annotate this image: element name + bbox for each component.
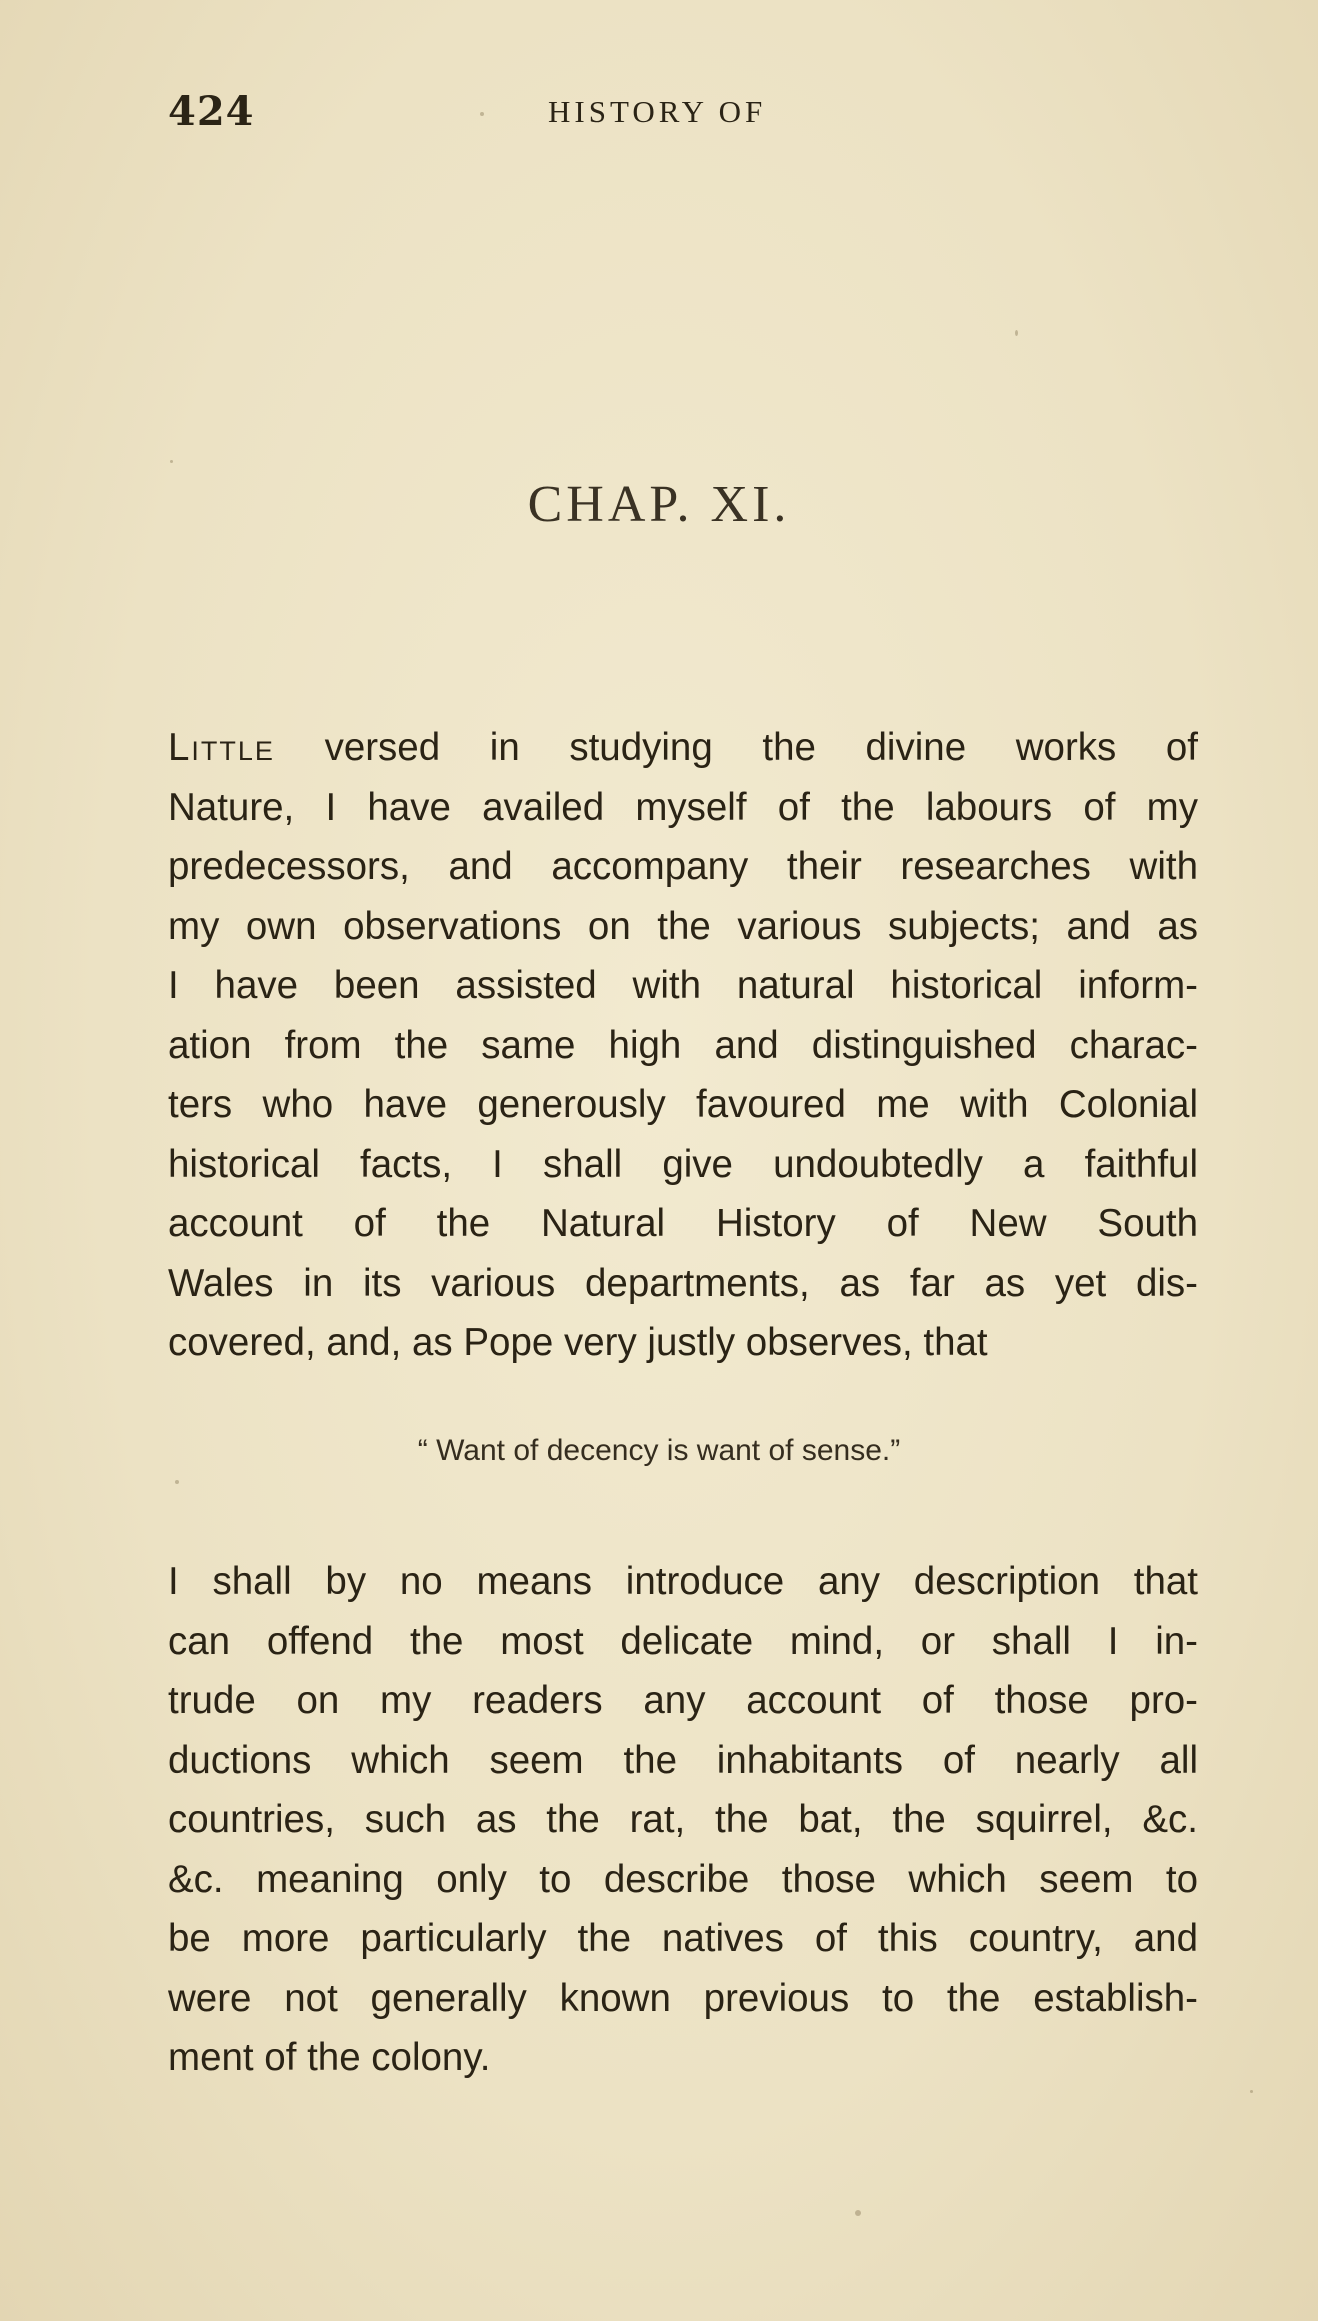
paragraph-2-line-7: be more particularly the natives of this country, and <box>168 1917 1198 1960</box>
paper-speck <box>855 2210 861 2216</box>
paragraph-2-line-3: trude on my readers any account of those pro- <box>168 1679 1198 1722</box>
paragraph-1-line-1 <box>168 718 1198 778</box>
paper-speck <box>170 460 173 463</box>
paragraph-2-line-5: countries, such as the rat, the bat, the squirrel, &c. <box>168 1798 1198 1841</box>
chapter-title: CHAP. XI. <box>527 476 791 533</box>
paper-speck <box>480 112 484 116</box>
paper-speck <box>175 1480 179 1484</box>
paragraph-1-line-3: predecessors, and accompany their researches with <box>168 845 1198 888</box>
paragraph-2-line-2: can offend the most delicate mind, or shall I in- <box>168 1619 1198 1663</box>
paragraph-1-line-9: account of the Natural History of New South <box>168 1202 1198 1245</box>
page-header <box>168 88 1168 138</box>
paper-speck <box>1015 330 1018 336</box>
page-number: 424 <box>168 88 255 135</box>
paragraph-2-line-4: ductions which seem the inhabitants of nearly all <box>168 1738 1198 1782</box>
paragraph-2-line-9: ment of the colony. <box>168 2036 491 2079</box>
paragraph-1-line-7: ters who have generously favoured me with Colonial <box>168 1083 1198 1126</box>
paragraph-1-line-6: ation from the same high and distinguished charac- <box>168 1023 1198 1067</box>
paragraph-1-line-4: my own observations on the various subjects; and as <box>168 904 1198 948</box>
paragraph-1-line-11: covered, and, as Pope very justly observes, that <box>168 1321 988 1364</box>
paragraph-2 <box>168 1552 1198 2088</box>
paragraph-2-line-6: &c. meaning only to describe those which seem to <box>168 1857 1198 1901</box>
paper-speck <box>1250 2090 1253 2093</box>
first-word: Little <box>168 726 275 769</box>
paragraph-1 <box>168 718 1198 1373</box>
paragraph-1-line-5: I have been assisted with natural historical inform- <box>168 964 1198 1007</box>
paragraph-1-line-2: Nature, I have availed myself of the labours of my <box>168 785 1198 829</box>
running-head: HISTORY OF <box>548 94 767 129</box>
paragraph-1-line-10: Wales in its various departments, as far as yet dis- <box>168 1261 1198 1305</box>
paragraph-1-line-1-text: versed in studying the divine works of <box>324 726 1199 769</box>
paragraph-2-line-8: were not generally known previous to the establish- <box>168 1976 1198 2020</box>
paragraph-1-line-8: historical facts, I shall give undoubtedly a faithful <box>168 1142 1198 1186</box>
block-quote: “ Want of decency is want of sense.” <box>417 1434 901 1467</box>
paragraph-2-line-1: I shall by no means introduce any description that <box>168 1560 1198 1603</box>
